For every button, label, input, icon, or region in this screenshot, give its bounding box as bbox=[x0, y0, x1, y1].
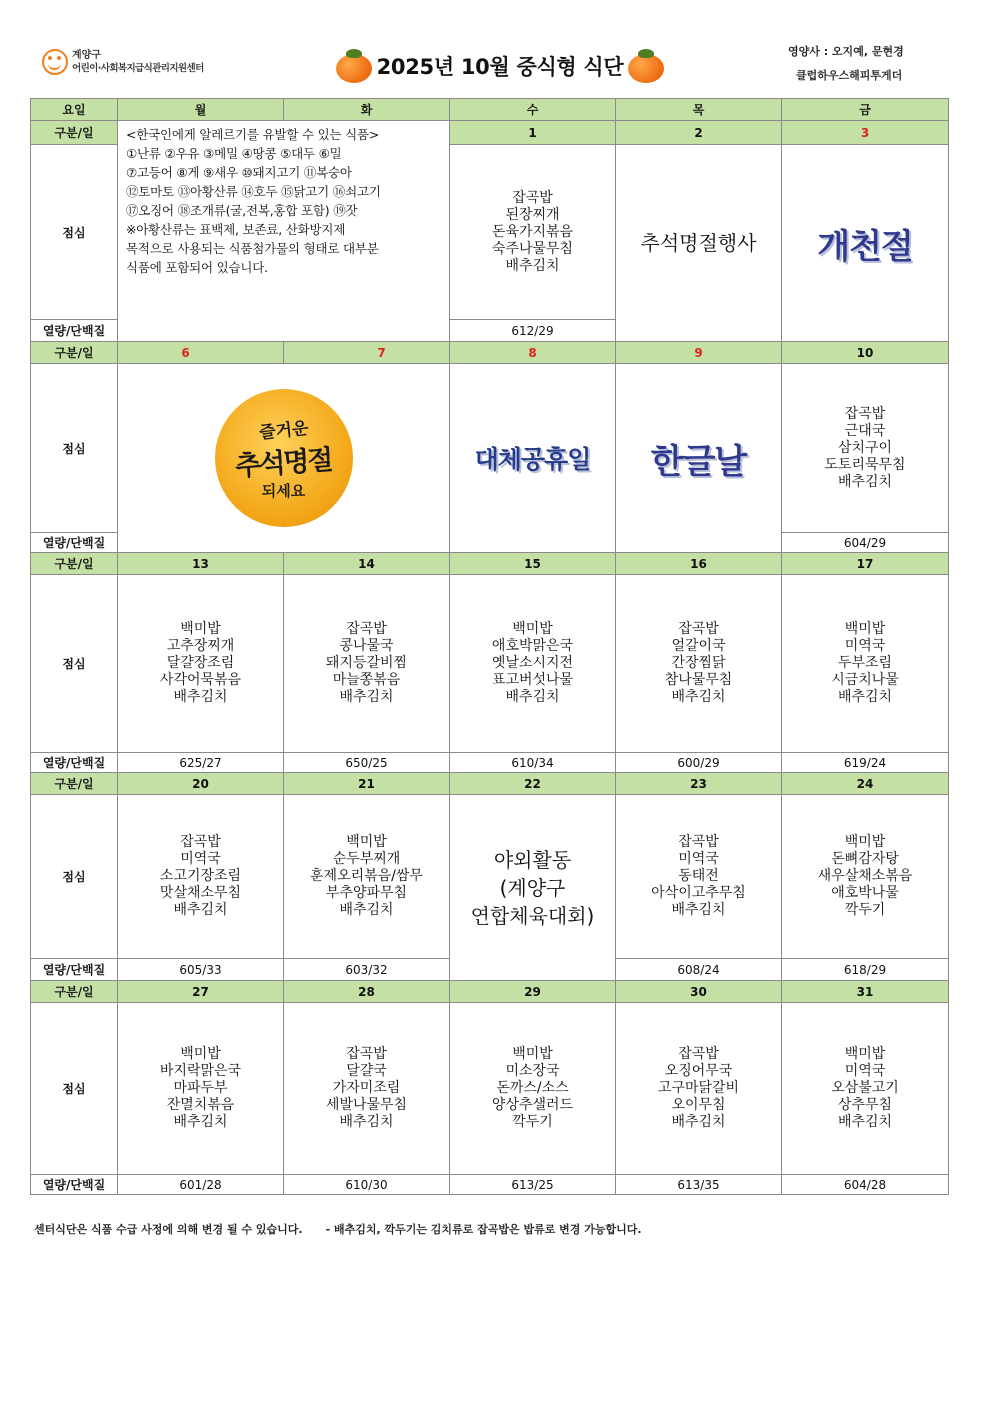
day-number: 21 bbox=[284, 773, 450, 795]
day-number: 28 bbox=[284, 981, 450, 1003]
lunch-menu: 잡곡밥 된장찌개 돈육가지볶음 숙주나물무침 배추김치 bbox=[450, 145, 616, 320]
allergy-note bbox=[118, 121, 450, 342]
event-sports-day: 야외활동 (계양구 연합체육대회) bbox=[450, 795, 616, 981]
day-number: 13 bbox=[118, 553, 284, 575]
lunch-label: 점심 bbox=[31, 1003, 118, 1175]
nutrition-value: 600/29 bbox=[616, 753, 782, 773]
allergy-note-text: <한국인에게 알레르기를 유발할 수 있는 식품> ①난류 ②우유 ③메밀 ④땅콩 ⑤대두 ⑥밀 ⑦고등어 ⑧게 ⑨새우 ⑩돼지고기 ⑪복숭아 ⑫토마토 ⑬아황산류 ⑭호두 ⑮닭고기 ⑯쇠고기 ⑰오징어 ⑱조개류(굴,전복,홍합 포함) ⑲잣 ※아황산류는 표백제, 보존료, 산화방지제 목적으로 사용되는 식품첨가물의 형태로 대부분 식품에 포함되어 있습니다. bbox=[126, 127, 381, 275]
lunch-menu: 잡곡밥 미역국 소고기장조림 맛살채소무침 배추김치 bbox=[118, 795, 284, 959]
day-number-holiday: 6 bbox=[118, 342, 284, 364]
nutrition-value: 619/24 bbox=[782, 753, 949, 773]
day-number: 16 bbox=[616, 553, 782, 575]
weekday-wed: 수 bbox=[450, 99, 616, 121]
day-number: 24 bbox=[782, 773, 949, 795]
day-number: 14 bbox=[284, 553, 450, 575]
day-number: 30 bbox=[616, 981, 782, 1003]
lunch-menu: 잡곡밥 콩나물국 돼지등갈비찜 마늘쫑볶음 배추김치 bbox=[284, 575, 450, 753]
lunch-menu: 잡곡밥 미역국 동태전 아삭이고추무침 배추김치 bbox=[616, 795, 782, 959]
day-label: 구분/일 bbox=[31, 121, 118, 145]
day-label: 구분/일 bbox=[31, 342, 118, 364]
gaecheonjeol-banner: 개천절 bbox=[817, 226, 913, 267]
nutrition-value: 601/28 bbox=[118, 1175, 284, 1195]
holiday-banner bbox=[616, 364, 782, 553]
nutrition-value: 612/29 bbox=[450, 320, 616, 342]
weekday-thu: 목 bbox=[616, 99, 782, 121]
lunch-menu: 백미밥 돈뼈감자탕 새우살채소볶음 애호박나물 깍두기 bbox=[782, 795, 949, 959]
nutrition-value: 604/28 bbox=[782, 1175, 949, 1195]
nutrition-value: 604/29 bbox=[782, 533, 949, 553]
chuseok-greeting bbox=[118, 364, 450, 553]
day-number: 31 bbox=[782, 981, 949, 1003]
holiday-banner bbox=[782, 145, 949, 342]
weekday-mon: 월 bbox=[118, 99, 284, 121]
day-number: 20 bbox=[118, 773, 284, 795]
center-logo bbox=[42, 49, 204, 75]
day-number: 22 bbox=[450, 773, 616, 795]
weekday-label: 요일 bbox=[31, 99, 118, 121]
nutrition-value: 610/34 bbox=[450, 753, 616, 773]
lunch-menu: 잡곡밥 얼갈이국 간장찜닭 참나물무침 배추김치 bbox=[616, 575, 782, 753]
substitute-holiday-banner: 대체공휴일 bbox=[474, 445, 591, 474]
nutrition-value: 603/32 bbox=[284, 959, 450, 981]
day-number: 17 bbox=[782, 553, 949, 575]
nutrition-label: 열량/단백질 bbox=[31, 320, 118, 342]
day-label: 구분/일 bbox=[31, 773, 118, 795]
persimmon-icon bbox=[627, 48, 665, 84]
nutrition-value: 613/25 bbox=[450, 1175, 616, 1195]
dietitian-names: 영양사 : 오지예, 문현경 bbox=[788, 45, 904, 58]
day-number: 27 bbox=[118, 981, 284, 1003]
lunch-menu: 잡곡밥 근대국 삼치구이 도토리묵무침 배추김치 bbox=[782, 364, 949, 533]
nutrition-label: 열량/단백질 bbox=[31, 959, 118, 981]
lunch-menu: 백미밥 고추장찌개 달걀장조림 사각어묵볶음 배추김치 bbox=[118, 575, 284, 753]
nutrition-label: 열량/단백질 bbox=[31, 533, 118, 553]
nutrition-value: 613/35 bbox=[616, 1175, 782, 1195]
lunch-label: 점심 bbox=[31, 145, 118, 320]
day-number-holiday: 8 bbox=[450, 342, 616, 364]
day-number-holiday: 9 bbox=[616, 342, 782, 364]
day-number: 1 bbox=[450, 121, 616, 145]
weekday-tue: 화 bbox=[284, 99, 450, 121]
event-chuseok: 추석명절행사 bbox=[616, 145, 782, 342]
persimmon-icon bbox=[335, 48, 373, 84]
greeting-line-2: 추석명절 bbox=[234, 444, 333, 482]
day-number-holiday: 7 bbox=[284, 342, 450, 364]
lunch-label: 점심 bbox=[31, 795, 118, 959]
moon-icon bbox=[215, 389, 353, 527]
center-name: 클럽하우스해피투게더 bbox=[796, 69, 903, 82]
nutrition-value: 610/30 bbox=[284, 1175, 450, 1195]
weekday-fri: 금 bbox=[782, 99, 949, 121]
lunch-menu: 백미밥 미역국 두부조림 시금치나물 배추김치 bbox=[782, 575, 949, 753]
smile-icon bbox=[42, 49, 68, 75]
lunch-menu: 백미밥 바지락맑은국 마파두부 잔멸치볶음 배추김치 bbox=[118, 1003, 284, 1175]
logo-line-1: 계양구 bbox=[72, 50, 101, 61]
day-number-holiday: 3 bbox=[782, 121, 949, 145]
menu-table bbox=[30, 98, 949, 1195]
nutrition-value: 625/27 bbox=[118, 753, 284, 773]
nutrition-label: 열량/단백질 bbox=[31, 753, 118, 773]
lunch-menu: 백미밥 미역국 오삼불고기 상추무침 배추김치 bbox=[782, 1003, 949, 1175]
nutrition-value: 650/25 bbox=[284, 753, 450, 773]
holiday-banner bbox=[450, 364, 616, 553]
day-number: 2 bbox=[616, 121, 782, 145]
title-area bbox=[315, 46, 685, 86]
greeting-line-3: 되세요 bbox=[261, 481, 306, 500]
day-label: 구분/일 bbox=[31, 553, 118, 575]
page-title: 2025년 10월 중식형 식단 bbox=[376, 55, 624, 79]
day-number: 10 bbox=[782, 342, 949, 364]
lunch-label: 점심 bbox=[31, 575, 118, 753]
hangeul-day-banner: 한글날 bbox=[650, 441, 747, 482]
day-label: 구분/일 bbox=[31, 981, 118, 1003]
greeting-line-1: 즐거운 bbox=[258, 417, 310, 444]
nutrition-value: 605/33 bbox=[118, 959, 284, 981]
logo-line-2: 어린이·사회복지급식관리지원센터 bbox=[72, 63, 204, 74]
day-number: 29 bbox=[450, 981, 616, 1003]
nutrition-value: 618/29 bbox=[782, 959, 949, 981]
nutrition-value: 608/24 bbox=[616, 959, 782, 981]
day-number: 15 bbox=[450, 553, 616, 575]
nutrition-label: 열량/단백질 bbox=[31, 1175, 118, 1195]
lunch-menu: 잡곡밥 오징어무국 고구마닭갈비 오이무침 배추김치 bbox=[616, 1003, 782, 1175]
lunch-menu: 백미밥 미소장국 돈까스/소스 양상추샐러드 깍두기 bbox=[450, 1003, 616, 1175]
lunch-menu: 잡곡밥 달걀국 가자미조림 세발나물무침 배추김치 bbox=[284, 1003, 450, 1175]
footer-note: 센터식단은 식품 수급 사정에 의해 변경 될 수 있습니다. - 배추김치, 깍두기는 김치류로 잡곡밥은 밥류로 변경 가능합니다. bbox=[34, 1223, 642, 1236]
lunch-label: 점심 bbox=[31, 364, 118, 533]
lunch-menu: 백미밥 애호박맑은국 옛날소시지전 표고버섯나물 배추김치 bbox=[450, 575, 616, 753]
day-number: 23 bbox=[616, 773, 782, 795]
lunch-menu: 백미밥 순두부찌개 훈제오리볶음/쌈무 부추양파무침 배추김치 bbox=[284, 795, 450, 959]
